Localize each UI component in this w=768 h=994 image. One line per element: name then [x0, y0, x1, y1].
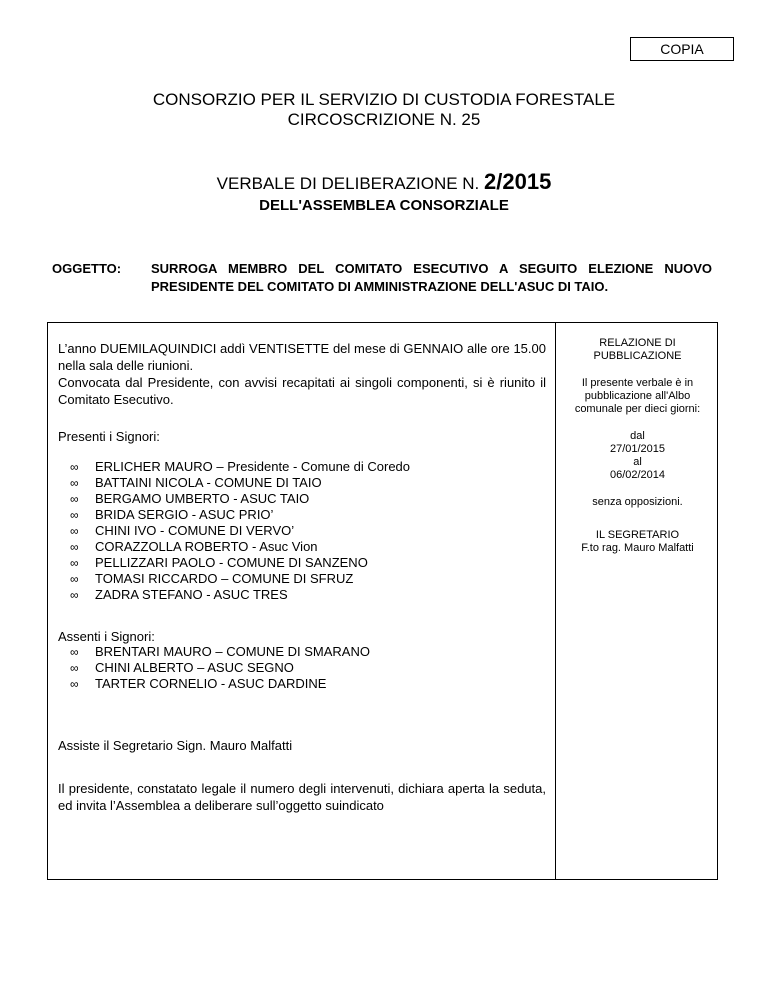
secretary-signature: F.to rag. Mauro Malfatti — [581, 542, 694, 554]
member-list-item — [58, 539, 546, 555]
present-list-block — [58, 459, 546, 603]
member-name: ZADRA STEFANO - ASUC TRES — [95, 587, 288, 602]
member-list-item — [58, 459, 546, 475]
secretary-statement: Assiste il Segretario Sign. Mauro Malfatti — [58, 738, 293, 753]
member-name: BERGAMO UMBERTO - ASUC TAIO — [95, 491, 310, 506]
publication-text-line2: pubblicazione all'Albo — [584, 390, 691, 402]
publication-date-from: 27/01/2015 — [609, 443, 666, 455]
publication-report — [560, 337, 715, 555]
infinity-bullet-icon: ∞ — [70, 588, 79, 602]
member-list-item — [58, 491, 546, 507]
infinity-bullet-icon: ∞ — [70, 476, 79, 490]
member-name: PELLIZZARI PAOLO - COMUNE DI SANZENO — [95, 555, 368, 570]
resolution-prefix: VERBALE DI DELIBERAZIONE N. — [216, 174, 480, 193]
infinity-bullet-icon: ∞ — [70, 556, 79, 570]
member-list-item — [58, 571, 546, 587]
member-list-item — [58, 587, 546, 603]
infinity-bullet-icon: ∞ — [70, 540, 79, 554]
member-name: BATTAINI NICOLA - COMUNE DI TAIO — [95, 475, 322, 490]
member-list-item — [58, 475, 546, 491]
convocation-paragraph: Convocata dal Presidente, con avvisi recapitati ai singoli componenti, si è riunito il Comitato Esecutivo. — [58, 375, 546, 407]
infinity-bullet-icon: ∞ — [70, 677, 79, 691]
member-name: CORAZZOLLA ROBERTO - Asuc Vion — [95, 539, 318, 554]
publication-no-opposition: senza opposizioni. — [592, 496, 683, 508]
member-list-item — [58, 676, 546, 692]
member-list-item — [58, 555, 546, 571]
infinity-bullet-icon: ∞ — [70, 661, 79, 675]
member-name: TARTER CORNELIO - ASUC DARDINE — [95, 676, 327, 691]
publication-from-label: dal — [630, 430, 645, 442]
absent-list-block — [58, 644, 546, 692]
member-list-item — [58, 644, 546, 660]
infinity-bullet-icon: ∞ — [70, 460, 79, 474]
present-members-list — [58, 459, 546, 603]
publication-title-line2: PUBBLICAZIONE — [593, 350, 682, 362]
publication-title-line1: RELAZIONE DI — [599, 337, 676, 349]
infinity-bullet-icon: ∞ — [70, 492, 79, 506]
infinity-bullet-icon: ∞ — [70, 508, 79, 522]
organization-district: CIRCOSCRIZIONE N. 25 — [287, 110, 481, 129]
member-name: CHINI IVO - COMUNE DI VERVO’ — [95, 523, 295, 538]
infinity-bullet-icon: ∞ — [70, 645, 79, 659]
member-list-item — [58, 507, 546, 523]
absent-members-list — [58, 644, 546, 692]
member-list-item — [58, 523, 546, 539]
member-name: BRIDA SERGIO - ASUC PRIO’ — [95, 507, 274, 522]
closing-paragraph: Il presidente, constatato legale il numero degli intervenuti, dichiara aperta la seduta, ed invita l’Assemblea a deliberare sull’oggetto suindicato — [58, 781, 546, 813]
member-list-item — [58, 660, 546, 676]
member-name: TOMASI RICCARDO – COMUNE DI SFRUZ — [95, 571, 354, 586]
infinity-bullet-icon: ∞ — [70, 572, 79, 586]
organization-header — [0, 90, 768, 130]
secretary-title: IL SEGRETARIO — [595, 529, 680, 541]
subject-text: SURROGA MEMBRO DEL COMITATO ESECUTIVO A SEGUITO ELEZIONE NUOVO PRESIDENTE DEL COMITATO DI AMMINISTRAZIONE DELL'ASUC DI TAIO. — [151, 261, 712, 294]
member-name: ERLICHER MAURO – Presidente - Comune di Coredo — [95, 459, 411, 474]
publication-to-label: al — [633, 456, 642, 468]
column-divider — [555, 322, 556, 880]
member-name: CHINI ALBERTO – ASUC SEGNO — [95, 660, 294, 675]
resolution-number: 2/2015 — [484, 169, 552, 194]
copy-label-box: COPIA — [630, 37, 734, 61]
publication-text-line1: Il presente verbale è in — [581, 377, 694, 389]
present-label: Presenti i Signori: — [58, 429, 160, 444]
publication-text-line3: comunale per dieci giorni: — [574, 403, 701, 415]
intro-paragraph: L’anno DUEMILAQUINDICI addì VENTISETTE del mese di GENNAIO alle ore 15.00 nella sala delle riunioni. — [58, 341, 546, 373]
organization-name: CONSORZIO PER IL SERVIZIO DI CUSTODIA FORESTALE — [152, 90, 616, 109]
resolution-subtitle: DELL'ASSEMBLEA CONSORZIALE — [259, 197, 509, 214]
absent-label: Assenti i Signori: — [58, 629, 155, 644]
intro-block — [58, 340, 546, 408]
subject-label: OGGETTO: — [52, 261, 122, 276]
resolution-title — [0, 169, 768, 197]
publication-date-to: 06/02/2014 — [609, 469, 666, 481]
member-name: BRENTARI MAURO – COMUNE DI SMARANO — [95, 644, 370, 659]
infinity-bullet-icon: ∞ — [70, 524, 79, 538]
